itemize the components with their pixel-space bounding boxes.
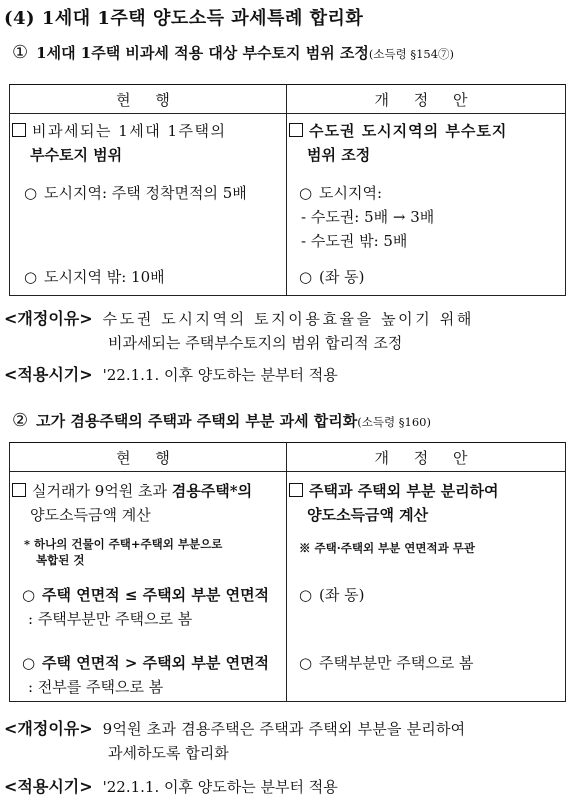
item2-header-current: 현 행 — [10, 443, 287, 472]
checkbox-square-icon — [289, 123, 303, 137]
item2-left-bullet1: ○ 주택 연면적 ≤ 주택외 부분 연면적 — [22, 586, 270, 604]
item2-left-lead: 실거래가 9억원 초과 겸용주택*의 — [12, 480, 252, 501]
item2-left-lead-2: 양도소득금액 계산 — [30, 506, 151, 524]
item2-reason-line2: 과세하도록 합리화 — [108, 744, 229, 762]
item1-header-current: 현 행 — [10, 85, 287, 114]
reason-label: <개정이유> — [4, 309, 93, 328]
item1-right-dash1: - 수도권: 5배 → 3배 — [301, 208, 435, 226]
item1-header-revised: 개 정 안 — [287, 85, 566, 114]
item2-left-note2: 복합된 것 — [36, 553, 85, 567]
item1-heading — [12, 42, 454, 63]
item1-left-bullet2: ○ 도시지역 밖: 10배 — [24, 268, 165, 286]
circle-bullet-icon: ○ — [22, 586, 36, 604]
reason-label: <개정이유> — [4, 719, 93, 738]
item1-right-lead: 수도권 도시지역의 부수토지 — [289, 120, 507, 141]
circle-bullet-icon: ○ — [22, 654, 36, 672]
item2-number: ② — [12, 410, 29, 431]
item1-when: <적용시기> '22.1.1. 이후 양도하는 분부터 적용 — [4, 365, 338, 384]
circle-bullet-icon: ○ — [299, 654, 313, 672]
item1-ref: (소득령 §154⑦) — [368, 47, 455, 61]
circle-bullet-icon: ○ — [299, 268, 313, 286]
item2-reason: <개정이유> 9억원 초과 겸용주택은 주택과 주택외 부분을 분리하여 — [4, 719, 466, 738]
item2-current-cell — [10, 472, 287, 702]
item1-revised-cell — [287, 114, 566, 296]
item2-revised-cell — [287, 472, 566, 702]
item2-left-bullet2-sub: : 전부를 주택으로 봄 — [28, 678, 164, 696]
item1-left-bullet1: ○ 도시지역: 주택 정착면적의 5배 — [24, 184, 247, 202]
item2-right-lead-2: 양도소득금액 계산 — [307, 506, 429, 524]
item2-right-bullet1: ○ (좌 동) — [299, 586, 365, 604]
item2-heading — [12, 410, 431, 431]
item1-reason: <개정이유> 수도권 도시지역의 토지이용효율을 높이기 위해 — [4, 309, 474, 328]
item1-right-bullet1: ○ 도시지역: — [299, 184, 383, 202]
item1-current-cell — [10, 114, 287, 296]
item2-title: 고가 겸용주택의 주택과 주택외 부분 과세 합리화 — [36, 412, 358, 430]
item1-right-lead-2: 범위 조정 — [307, 146, 371, 164]
when-label: <적용시기> — [4, 777, 93, 796]
item2-when: <적용시기> '22.1.1. 이후 양도하는 분부터 적용 — [4, 777, 338, 796]
section-title: (4) 1세대 1주택 양도소득 과세특례 합리화 — [4, 8, 364, 29]
when-label: <적용시기> — [4, 365, 93, 384]
checkbox-square-icon — [12, 483, 26, 497]
item2-right-bullet2: ○ 주택부분만 주택으로 봄 — [299, 654, 474, 672]
item1-title: 1세대 1주택 비과세 적용 대상 부수토지 범위 조정 — [36, 44, 369, 62]
item2-right-lead: 주택과 주택외 부분 분리하여 — [289, 480, 499, 501]
item2-left-note1: * 하나의 건물이 주택+주택외 부분으로 — [24, 537, 223, 551]
item2-left-bullet2: ○ 주택 연면적 > 주택외 부분 연면적 — [22, 654, 270, 672]
circle-bullet-icon: ○ — [24, 268, 38, 286]
item1-right-bullet2: ○ (좌 동) — [299, 268, 365, 286]
item2-comparison-table — [9, 442, 566, 702]
checkbox-square-icon — [12, 123, 26, 137]
item1-left-lead-2: 부수토지 범위 — [30, 146, 123, 164]
item1-comparison-table — [9, 84, 566, 296]
item2-right-note: ※ 주택·주택외 부분 연면적과 무관 — [299, 541, 475, 555]
checkbox-square-icon — [289, 483, 303, 497]
item1-number: ① — [12, 42, 29, 63]
item1-left-lead: 비과세되는 1세대 1주택의 — [12, 120, 227, 141]
item2-ref: (소득령 §160) — [357, 415, 431, 429]
circle-bullet-icon: ○ — [24, 184, 38, 202]
item1-reason-line2: 비과세되는 주택부수토지의 범위 합리적 조정 — [108, 334, 403, 352]
circle-bullet-icon: ○ — [299, 586, 313, 604]
circle-bullet-icon: ○ — [299, 184, 313, 202]
item2-left-bullet1-sub: : 주택부분만 주택으로 봄 — [28, 610, 193, 628]
item2-header-revised: 개 정 안 — [287, 443, 566, 472]
item1-right-dash2: - 수도권 밖: 5배 — [301, 232, 408, 250]
